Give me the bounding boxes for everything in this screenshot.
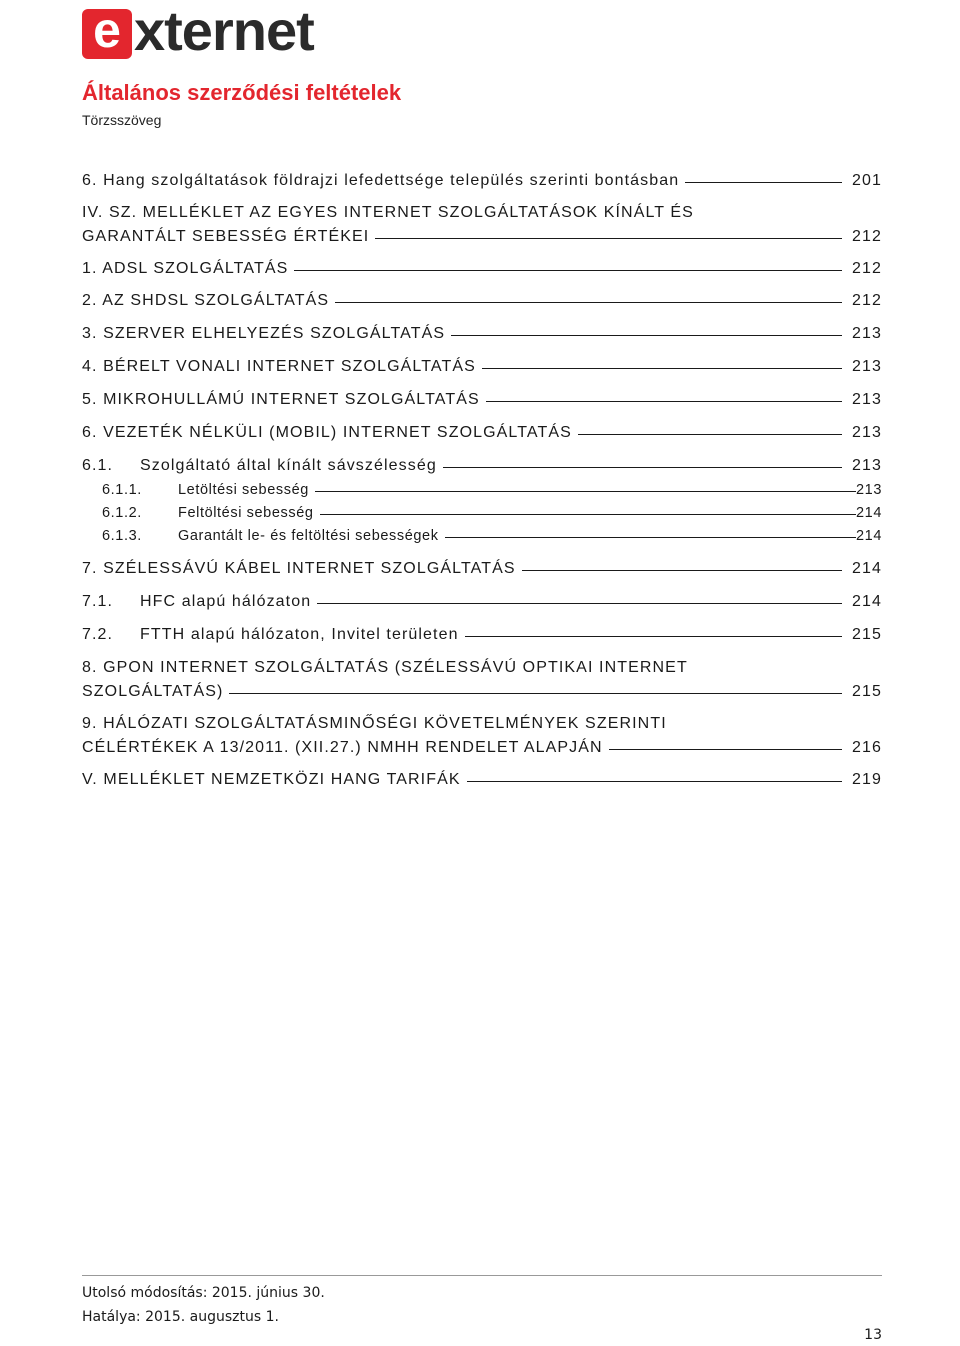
toc-entry[interactable]: [82, 593, 882, 617]
toc-entry[interactable]: [82, 424, 882, 448]
toc-entry-text: Feltöltési sebesség: [178, 505, 314, 521]
toc-leader: [482, 368, 842, 369]
toc-entry[interactable]: [82, 260, 882, 284]
toc-entry[interactable]: [82, 292, 882, 316]
toc-entry-text: 3. SZERVER ELHELYEZÉS SZOLGÁLTATÁS: [82, 325, 446, 342]
toc-entry-text: Letöltési sebesség: [178, 482, 309, 498]
toc-leader: [685, 182, 842, 183]
toc-page-number: 212: [852, 228, 882, 245]
document-title: Általános szerződési feltételek: [82, 80, 402, 105]
toc-page-number: 214: [856, 505, 882, 521]
toc-entry-text: 1. ADSL SZOLGÁLTATÁS: [82, 260, 289, 277]
page-footer: [82, 1281, 325, 1329]
logo-letter: e: [93, 2, 121, 58]
toc-leader: [335, 302, 842, 303]
toc-entry[interactable]: [82, 771, 882, 795]
toc-entry[interactable]: [82, 391, 882, 415]
toc-page-number: 213: [856, 482, 882, 498]
effective-date: Hatálya: 2015. augusztus 1.: [82, 1309, 279, 1325]
toc-entry-text-continued: GARANTÁLT SEBESSÉG ÉRTÉKEI: [82, 228, 370, 245]
logo-mark: [82, 2, 132, 59]
toc-entry-text: 5. MIKROHULLÁMÚ INTERNET SZOLGÁLTATÁS: [82, 391, 480, 408]
toc-page-number: 216: [852, 739, 882, 756]
toc-leader: [467, 781, 842, 782]
externet-logo: [82, 0, 314, 62]
toc-entry[interactable]: [82, 482, 882, 505]
toc-entry[interactable]: [82, 358, 882, 382]
toc-page-number: 215: [852, 683, 882, 700]
toc-entry-text: FTTH alapú hálózaton, Invitel területen: [140, 626, 459, 643]
toc-leader: [443, 467, 842, 468]
toc-page-number: 214: [852, 560, 882, 577]
toc-entry-text: Garantált le- és feltöltési sebességek: [178, 528, 439, 544]
toc-entry-text: 8. GPON INTERNET SZOLGÁLTATÁS (SZÉLESSÁVÚ OPTIKAI INTERNET: [82, 659, 688, 676]
toc-page-number: 213: [852, 391, 882, 408]
toc-entry[interactable]: [82, 204, 882, 252]
toc-entry-text-continued: SZOLGÁLTATÁS): [82, 683, 224, 700]
toc-entry-number: 7.2.: [82, 626, 114, 643]
toc-entry[interactable]: [82, 325, 882, 349]
toc-page-number: 212: [852, 292, 882, 309]
toc-leader: [445, 537, 856, 538]
toc-entry[interactable]: [82, 505, 882, 528]
toc-entry-number: 6.1.1.: [102, 482, 142, 498]
toc-leader: [522, 570, 842, 571]
page-number: 13: [864, 1327, 882, 1343]
toc-entry[interactable]: [82, 715, 882, 763]
toc-leader: [486, 401, 842, 402]
toc-page-number: 214: [856, 528, 882, 544]
document-subtitle: Törzsszöveg: [82, 112, 162, 128]
toc-entry-text: HFC alapú hálózaton: [140, 593, 312, 610]
toc-page-number: 215: [852, 626, 882, 643]
toc-entry[interactable]: [82, 560, 882, 584]
toc-page-number: 213: [852, 325, 882, 342]
toc-entry[interactable]: [82, 172, 882, 196]
toc-leader: [375, 238, 842, 239]
toc-entry[interactable]: [82, 659, 882, 707]
toc-entry[interactable]: [82, 457, 882, 481]
toc-leader: [465, 636, 842, 637]
toc-entry-text: 2. AZ SHDSL SZOLGÁLTATÁS: [82, 292, 330, 309]
toc-leader: [609, 749, 842, 750]
toc-entry[interactable]: [82, 626, 882, 650]
toc-entry-number: 6.1.: [82, 457, 114, 474]
toc-page-number: 214: [852, 593, 882, 610]
toc-entry-number: 6.1.2.: [102, 505, 142, 521]
toc-leader: [229, 693, 842, 694]
toc-page-number: 201: [852, 172, 882, 189]
footer-divider: [82, 1275, 882, 1276]
toc-leader: [578, 434, 842, 435]
toc-entry-text-continued: CÉLÉRTÉKEK A 13/2011. (XII.27.) NMHH RENDELET ALAPJÁN: [82, 739, 603, 756]
toc-entry-text: V. MELLÉKLET NEMZETKÖZI HANG TARIFÁK: [82, 771, 461, 788]
toc-leader: [315, 491, 856, 492]
toc-page-number: 213: [852, 457, 882, 474]
toc-entry-text: 7. SZÉLESSÁVÚ KÁBEL INTERNET SZOLGÁLTATÁS: [82, 560, 516, 577]
toc-leader: [294, 270, 842, 271]
toc-page-number: 219: [852, 771, 882, 788]
last-modified-date: Utolsó módosítás: 2015. június 30.: [82, 1285, 325, 1301]
toc-entry-number: 6.1.3.: [102, 528, 142, 544]
toc-entry-text: IV. SZ. MELLÉKLET AZ EGYES INTERNET SZOLGÁLTATÁSOK KÍNÁLT ÉS: [82, 204, 694, 221]
toc-page-number: 213: [852, 358, 882, 375]
toc-leader: [317, 603, 842, 604]
toc-entry-text: 6. Hang szolgáltatások földrajzi lefedettsége település szerinti bontásban: [82, 172, 680, 189]
toc-entry[interactable]: [82, 528, 882, 551]
toc-leader: [451, 335, 842, 336]
toc-entry-number: 7.1.: [82, 593, 114, 610]
logo-wordmark: xternet: [134, 0, 314, 62]
toc-page-number: 213: [852, 424, 882, 441]
toc-entry-text: Szolgáltató által kínált sávszélesség: [140, 457, 437, 474]
toc-entry-text: 4. BÉRELT VONALI INTERNET SZOLGÁLTATÁS: [82, 358, 476, 375]
toc-entry-text: 6. VEZETÉK NÉLKÜLI (MOBIL) INTERNET SZOLGÁLTATÁS: [82, 424, 572, 441]
toc-page-number: 212: [852, 260, 882, 277]
toc-entry-text: 9. HÁLÓZATI SZOLGÁLTATÁSMINŐSÉGI KÖVETELMÉNYEK SZERINTI: [82, 715, 667, 732]
toc-leader: [320, 514, 856, 515]
